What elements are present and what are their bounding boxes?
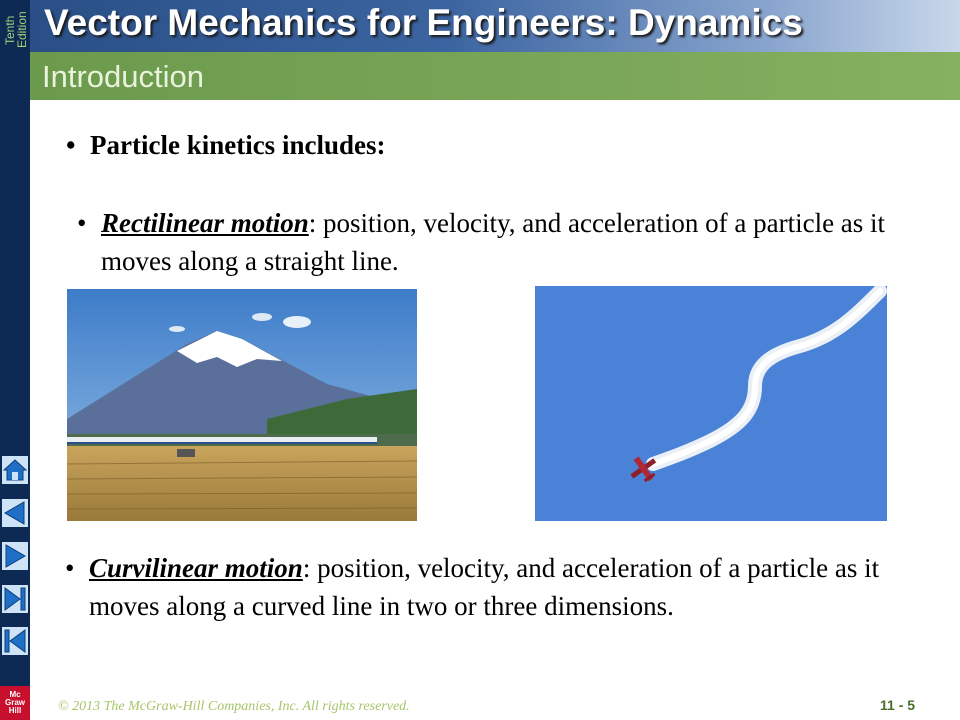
back-button[interactable] <box>1 497 29 529</box>
title-bar <box>30 0 960 52</box>
mountain-train-photo <box>67 289 417 521</box>
edition-line-1: Tenth <box>3 15 17 45</box>
home-button[interactable] <box>1 454 29 486</box>
mcgraw-hill-logo <box>0 686 30 720</box>
logo-line-1: Mc <box>9 690 21 699</box>
airplane-smoke-trail-photo <box>535 286 887 521</box>
heading-text: Particle kinetics includes: <box>90 130 386 160</box>
bullet-dot: • <box>66 130 76 160</box>
first-slide-button[interactable] <box>1 625 29 657</box>
book-title: Vector Mechanics for Engineers: Dynamics <box>44 2 803 43</box>
curvilinear-term: Curvilinear motion <box>89 553 303 583</box>
forward-icon <box>2 542 28 570</box>
forward-button[interactable] <box>1 540 29 572</box>
left-navigation-bar <box>0 0 30 720</box>
section-bar <box>30 52 960 100</box>
bullet-rectilinear <box>77 204 891 280</box>
rectilinear-term: Rectilinear motion <box>101 208 309 238</box>
rectilinear-description: : position, velocity, and acceleration of a particle as it moves along a straight line. <box>101 208 886 276</box>
first-icon <box>2 627 28 655</box>
bullet-heading <box>66 126 386 164</box>
bullet-curvilinear <box>65 549 889 625</box>
back-icon <box>2 499 28 527</box>
last-slide-button[interactable] <box>1 583 29 615</box>
edition-line-2: Edition <box>15 11 29 49</box>
section-title: Introduction <box>42 59 204 94</box>
page-number: 11 - 5 <box>880 697 916 713</box>
bullet-dot: • <box>77 208 87 238</box>
copyright-notice: © 2013 The McGraw-Hill Companies, Inc. All rights reserved. <box>58 699 410 714</box>
logo-line-2: Graw <box>4 698 25 707</box>
home-icon <box>2 456 28 484</box>
curvilinear-description: : position, velocity, and acceleration of a particle as it moves along a curved line in two or three dimensions. <box>89 553 880 621</box>
last-icon <box>2 585 28 613</box>
logo-line-3: Hill <box>8 706 22 715</box>
edition-label <box>2 2 30 58</box>
bullet-dot: • <box>65 553 75 583</box>
